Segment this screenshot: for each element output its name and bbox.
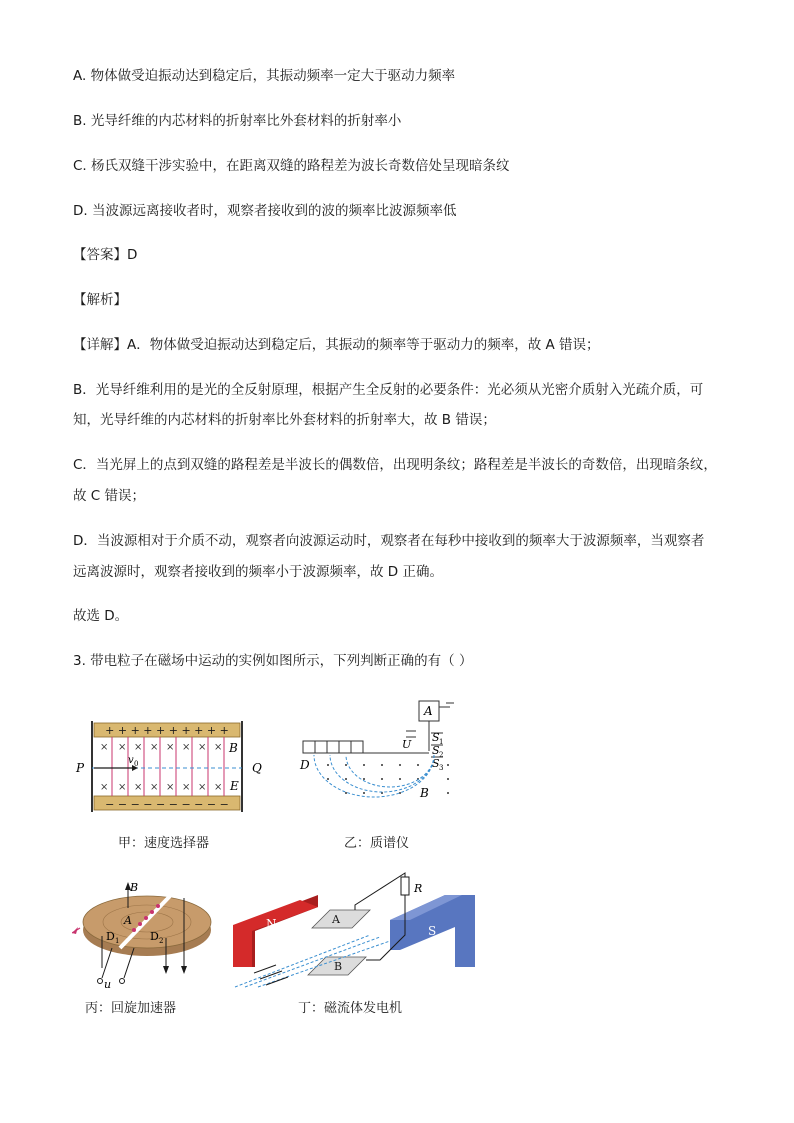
dee-d2-sub: 2 xyxy=(159,937,164,945)
svg-text:×: × xyxy=(150,782,159,793)
plus-row-label: + + + + + + + + + + xyxy=(105,724,229,737)
point-p-label: P xyxy=(76,761,85,775)
dee-d2-label: D xyxy=(150,930,159,943)
plate-b-label: B xyxy=(334,960,343,973)
slit-s3-sub: 3 xyxy=(439,764,444,772)
velocity-label: v xyxy=(128,755,134,766)
analysis-label: 【解析】 xyxy=(73,292,127,308)
svg-text:×: × xyxy=(182,782,191,793)
option-c: C. 杨氏双缝干涉实验中，在距离双缝的路程差为波长奇数倍处呈现暗条纹 xyxy=(73,158,510,174)
magnet-n-label: N xyxy=(266,917,277,931)
svg-text:×: × xyxy=(198,782,207,793)
option-b: B. 光导纤维的内芯材料的折射率比外套材料的折射率小 xyxy=(73,113,402,129)
answer-line xyxy=(73,245,137,265)
caption-mhd-generator: 丁：磁流体发电机 xyxy=(298,1001,403,1016)
detail-line-7: 远离波源时，观察者接收到的频率小于波源频率，故 D 正确。 xyxy=(73,564,443,580)
detail-line-5: 故 C 错误； xyxy=(73,488,146,504)
question-3: 3. 带电粒子在磁场中运动的实例如图所示，下列判断正确的有（ ） xyxy=(73,653,473,669)
svg-text:×: × xyxy=(150,742,159,753)
svg-text:×: × xyxy=(166,782,175,793)
answer-value: D xyxy=(127,247,138,263)
slit-s2-sub: 2 xyxy=(439,751,444,759)
velocity-subscript: 0 xyxy=(134,760,139,768)
cyclotron-b-label: B xyxy=(130,881,139,894)
caption-mass-spectrometer: 乙：质谱仪 xyxy=(344,836,410,851)
plate-a-label: A xyxy=(332,913,340,926)
field-b-label: B xyxy=(229,741,238,755)
plate-d-label: D xyxy=(300,758,310,772)
svg-text:×: × xyxy=(214,742,223,753)
resistor-r-label: R xyxy=(414,882,423,895)
field-e-label: E xyxy=(230,779,239,793)
field-b-label-ms: B xyxy=(420,786,429,800)
minus-row-label: − − − − − − − − − − xyxy=(105,798,229,811)
voltage-u-label: U xyxy=(402,738,412,751)
svg-text:×: × xyxy=(166,742,175,753)
svg-text:×: × xyxy=(198,742,207,753)
svg-text:×: × xyxy=(118,782,127,793)
detail-line-8: 故选 D。 xyxy=(73,608,129,624)
detail-line-1: 【详解】A．物体做受迫振动达到稳定后，其振动的频率等于驱动力的频率，故 A 错误； xyxy=(73,337,600,353)
slit-s2-label: S xyxy=(432,744,440,757)
svg-text:×: × xyxy=(100,782,109,793)
slit-s1-label: S xyxy=(432,731,440,744)
svg-text:×: × xyxy=(100,742,109,753)
answer-label: 【答案】 xyxy=(73,247,127,263)
detail-line-2: B．光导纤维利用的是光的全反射原理，根据产生全反射的必要条件：光必须从光密介质射入光疏介质，可 xyxy=(73,382,704,398)
dee-d1-label: D xyxy=(106,930,115,943)
cyclotron-figure xyxy=(72,878,222,988)
magnet-s-label: S xyxy=(428,924,437,938)
point-q-label: Q xyxy=(252,761,262,775)
caption-velocity-selector: 甲：速度选择器 xyxy=(118,836,210,851)
detail-line-4: C．当光屏上的点到双缝的路程差是半波长的偶数倍，出现明条纹；路程差是半波长的奇数倍，出现暗条纹， xyxy=(73,457,717,473)
slit-s1-sub: 1 xyxy=(439,738,444,746)
velocity-selector-figure xyxy=(72,718,272,818)
option-d: D. 当波源远离接收者时，观察者接收到的波的频率比波源频率低 xyxy=(73,203,457,219)
svg-text:×: × xyxy=(214,782,223,793)
svg-text:×: × xyxy=(134,742,143,753)
mass-spectrometer-figure xyxy=(298,693,463,808)
caption-cyclotron: 丙：回旋加速器 xyxy=(85,1001,177,1016)
svg-text:×: × xyxy=(182,742,191,753)
slit-s3-label: S xyxy=(432,757,440,770)
svg-text:×: × xyxy=(134,782,143,793)
cyclotron-a-label: A xyxy=(124,914,132,927)
mhd-generator-figure xyxy=(230,865,485,990)
dee-d1-sub: 1 xyxy=(115,937,120,945)
svg-text:×: × xyxy=(118,742,127,753)
detail-line-3: 知，光导纤维的内芯材料的折射率比外套材料的折射率大，故 B 错误； xyxy=(73,412,496,428)
voltage-u-small-label: u xyxy=(104,978,112,988)
option-a: A. 物体做受迫振动达到稳定后，其振动频率一定大于驱动力频率 xyxy=(73,68,456,84)
detail-line-6: D．当波源相对于介质不动，观察者向波源运动时，观察者在每秒中接收到的频率大于波源频率，当观察者 xyxy=(73,533,705,549)
source-a-label: A xyxy=(424,704,433,718)
